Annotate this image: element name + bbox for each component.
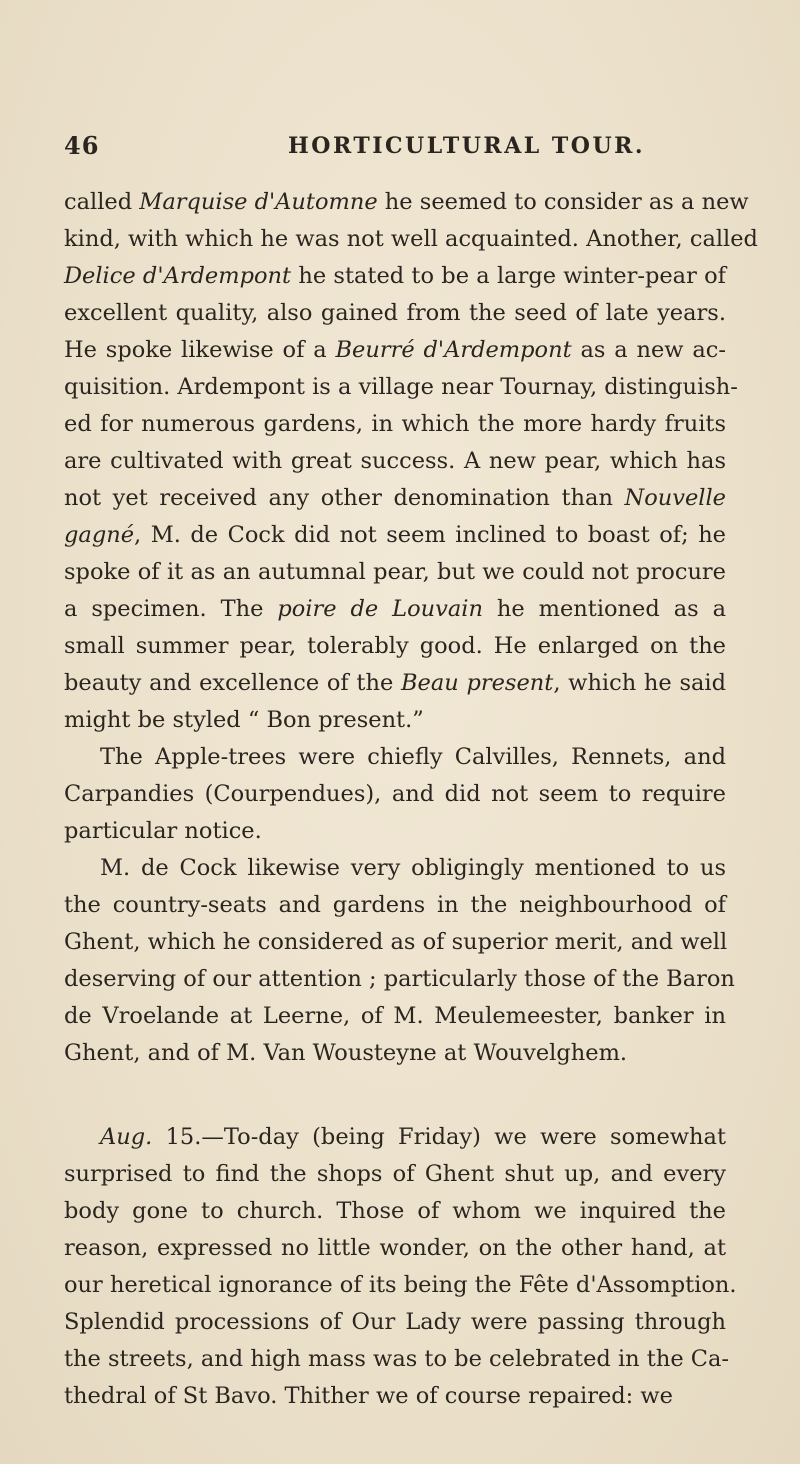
text-line bbox=[64, 1378, 726, 1415]
italic-run: Aug. bbox=[100, 1124, 153, 1150]
paragraph bbox=[64, 739, 726, 850]
text-line bbox=[64, 1035, 726, 1072]
text-line bbox=[64, 406, 726, 443]
page-number: 46 bbox=[64, 131, 100, 160]
text-run: the streets, and high mass was to be celebrated in the Ca- bbox=[64, 1346, 730, 1372]
text-run: small summer pear, tolerably good. He enlarged on the bbox=[64, 633, 726, 659]
text-run: might be styled “ Bon present.” bbox=[64, 707, 424, 733]
text-run: body gone to church. Those of whom we inquired the bbox=[64, 1198, 726, 1224]
text-run: Ghent, and of M. Van Wousteyne at Wouvelghem. bbox=[64, 1040, 628, 1066]
text-run: Splendid processions of Our Lady were passing through bbox=[64, 1309, 726, 1335]
text-line bbox=[64, 332, 726, 369]
text-line bbox=[64, 998, 726, 1035]
text-run: our heretical ignorance of its being the Fête d'Assomption. bbox=[64, 1272, 737, 1298]
text-run: M. de Cock likewise very obligingly mentioned to us bbox=[100, 855, 726, 881]
text-line bbox=[64, 517, 726, 554]
text-line bbox=[64, 1230, 726, 1267]
text-run: surprised to find the shops of Ghent shut up, and every bbox=[64, 1161, 726, 1187]
section-gap bbox=[64, 1072, 726, 1119]
text-run: , M. de Cock did not seem inclined to boast of; he bbox=[134, 522, 726, 548]
page-header bbox=[64, 131, 724, 171]
text-line bbox=[64, 628, 726, 665]
italic-run: poire de Louvain bbox=[277, 596, 483, 622]
text-line bbox=[64, 1119, 726, 1156]
text-run: de Vroelande at Leerne, of M. Meulemeester, banker in bbox=[64, 1003, 726, 1029]
text-run: he mentioned as a bbox=[482, 596, 726, 622]
text-run: quisition. Ardempont is a village near Tournay, distinguish- bbox=[64, 374, 738, 400]
italic-run: Marquise d'Automne bbox=[139, 189, 378, 215]
text-run: he stated to be a large winter-pear of bbox=[291, 263, 726, 289]
text-run: Carpandies (Courpendues), and did not seem to require bbox=[64, 781, 726, 807]
text-run: 15.—To-day (being Friday) we were somewhat bbox=[152, 1124, 726, 1150]
italic-run: Beau present bbox=[400, 670, 554, 696]
text-line bbox=[64, 665, 726, 702]
text-run: reason, expressed no little wonder, on the other hand, at bbox=[64, 1235, 726, 1261]
text-run: kind, with which he was not well acquainted. Another, called bbox=[64, 226, 758, 252]
text-run: excellent quality, also gained from the seed of late years. bbox=[64, 300, 726, 326]
text-line bbox=[64, 961, 735, 998]
text-line bbox=[64, 184, 749, 221]
text-run: ed for numerous gardens, in which the more hardy fruits bbox=[64, 411, 726, 437]
text-run: the country-seats and gardens in the neighbourhood of bbox=[64, 892, 726, 918]
text-run: not yet received any other denomination than bbox=[64, 485, 625, 511]
text-line bbox=[64, 443, 726, 480]
text-line bbox=[64, 739, 726, 776]
italic-run: Beurré d'Ardempont bbox=[335, 337, 572, 363]
text-run: The Apple-trees were chiefly Calvilles, Rennets, and bbox=[100, 744, 726, 770]
text-run: he seemed to consider as a new bbox=[377, 189, 749, 215]
text-line bbox=[64, 1193, 726, 1230]
text-run: , which he said bbox=[553, 670, 727, 696]
text-run: spoke of it as an autumnal pear, but we could not procure bbox=[64, 559, 726, 585]
text-line bbox=[64, 924, 726, 961]
italic-run: Delice d'Ardempont bbox=[64, 263, 292, 289]
text-run: beauty and excellence of the bbox=[64, 670, 401, 696]
paragraph bbox=[64, 184, 758, 739]
text-line bbox=[64, 887, 726, 924]
text-line bbox=[64, 369, 738, 406]
italic-run: Nouvelle bbox=[624, 485, 726, 511]
body-text bbox=[64, 184, 758, 1415]
text-line bbox=[64, 850, 726, 887]
text-run: He spoke likewise of a bbox=[64, 337, 336, 363]
text-line bbox=[64, 554, 726, 591]
text-line bbox=[64, 480, 726, 517]
text-run: particular notice. bbox=[64, 818, 262, 844]
text-line bbox=[64, 258, 726, 295]
text-line bbox=[64, 1156, 726, 1193]
text-line bbox=[64, 221, 758, 258]
text-line bbox=[64, 591, 726, 628]
italic-run: gagné bbox=[64, 522, 135, 548]
text-run: are cultivated with great success. A new pear, which has bbox=[64, 448, 726, 474]
text-line bbox=[64, 813, 726, 850]
text-run: deserving of our attention ; particularly those of the Baron bbox=[64, 966, 735, 992]
text-line bbox=[64, 1341, 730, 1378]
running-head: HORTICULTURAL TOUR. bbox=[288, 133, 646, 159]
text-run: Ghent, which he considered as of superior merit, and well bbox=[64, 929, 728, 955]
text-line bbox=[64, 1304, 726, 1341]
text-run: called bbox=[64, 189, 140, 215]
text-line bbox=[64, 295, 726, 332]
text-line bbox=[64, 1267, 737, 1304]
text-line bbox=[64, 776, 726, 813]
text-line bbox=[64, 702, 726, 739]
paragraph bbox=[64, 1119, 737, 1415]
paragraph bbox=[64, 850, 735, 1072]
text-run: a specimen. The bbox=[64, 596, 278, 622]
text-run: as a new ac- bbox=[571, 337, 727, 363]
text-run: thedral of St Bavo. Thither we of course repaired: we bbox=[64, 1383, 673, 1409]
